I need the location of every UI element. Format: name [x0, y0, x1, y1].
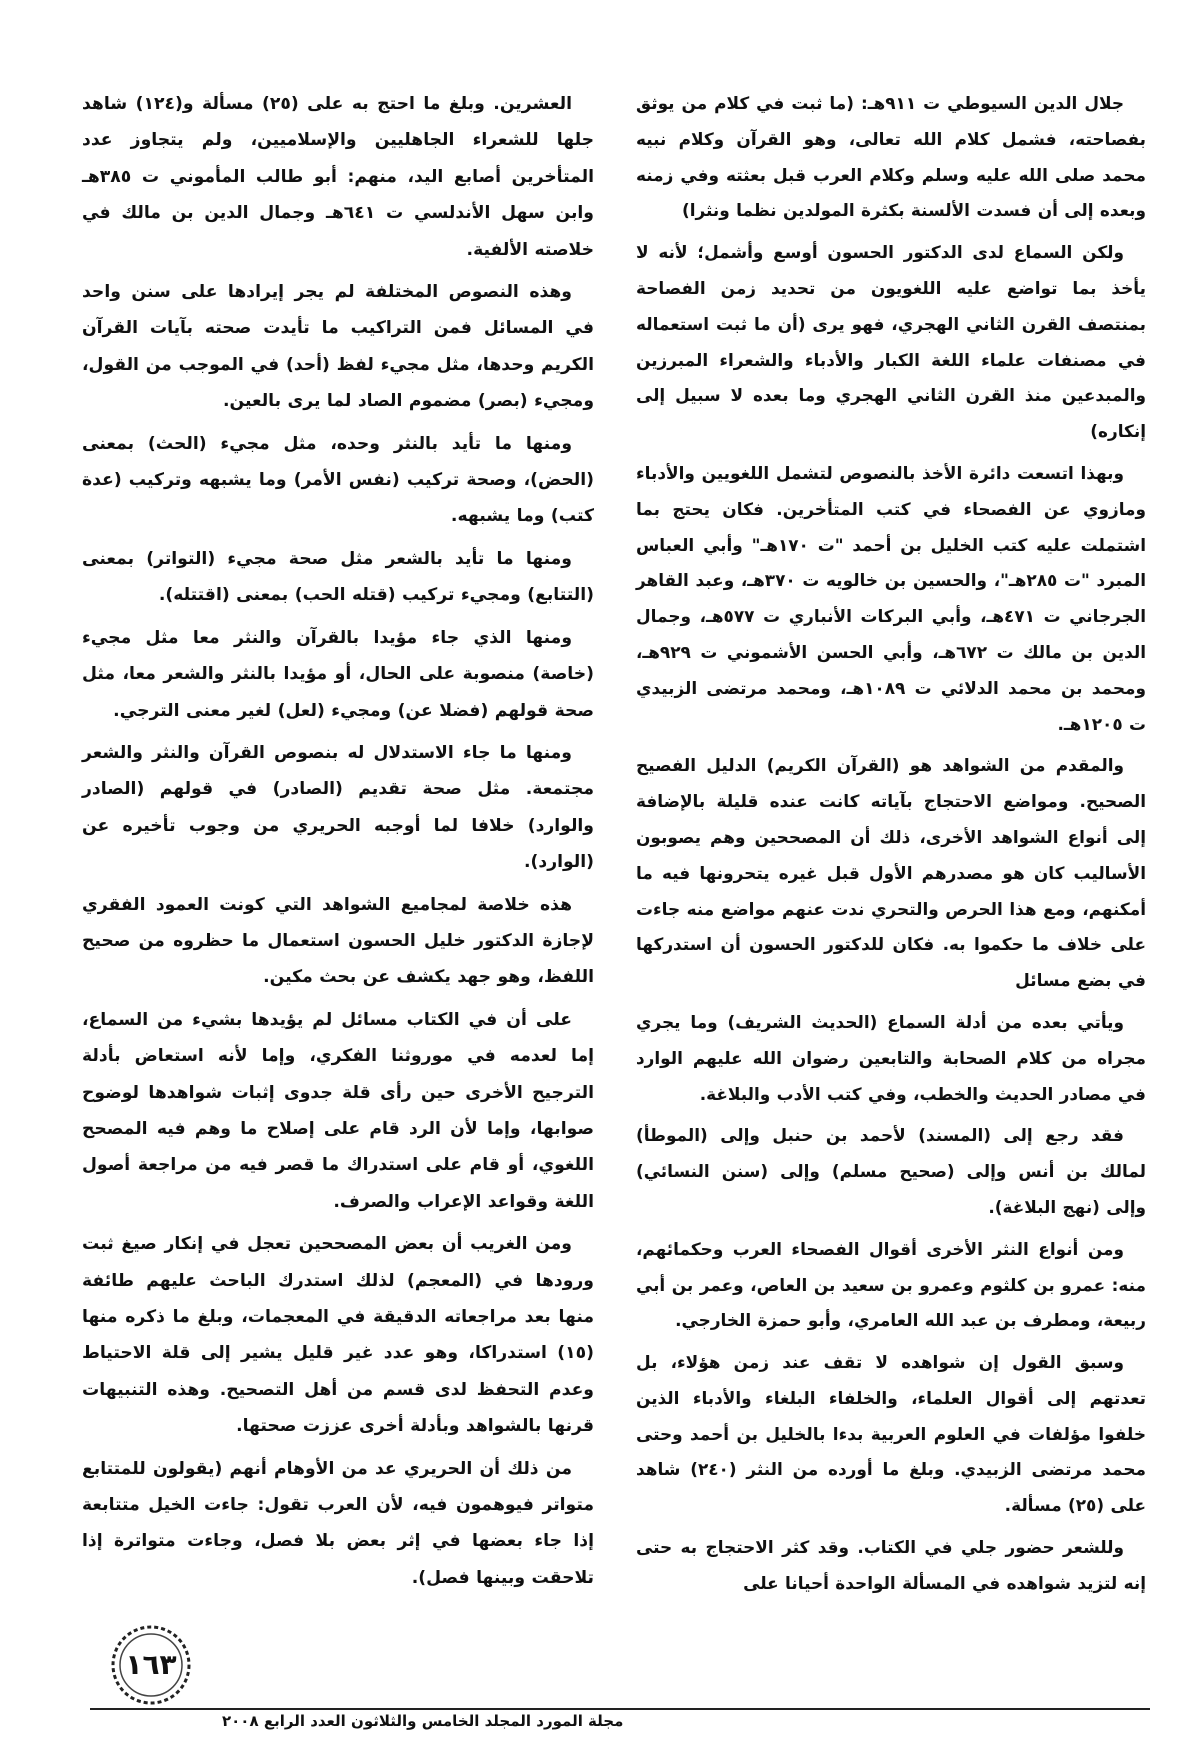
paragraph: هذه خلاصة لمجاميع الشواهد التي كونت العمود الفقري لإجازة الدكتور خليل الحسون استعمال ما حظروه من صحيح اللفظ، وهو جهد يكشف عن بحث مكين. [82, 894, 594, 988]
paragraph: ويأتي بعده من أدلة السماع (الحديث الشريف) وما يجري مجراه من كلام الصحابة والتابعين رضوان الله عليهم الوارد في مصادر الحديث والخطب، وفي كتب الأدب والبلاغة. [636, 1011, 1146, 1104]
paragraph: ومن أنواع النثر الأخرى أقوال الفصحاء العرب وحكمائهم، منه: عمرو بن كلثوم وعمرو بن سعيد بن العاص، وعمر بن أبي ربيعة، ومطرف بن عبد الله العامري، وأبو حمزة الخارجي. [636, 1238, 1146, 1331]
paragraph: ومن الغريب أن بعض المصححين تعجل في إنكار صيغ ثبت ورودها في (المعجم) لذلك استدرك الباحث عليهم طائفة منها بعد مراجعاته الدقيقة في المعجمات، وبلغ ما ذكره منها (١٥) استدراكا، وهو عدد غير قليل يشير إلى قلة الاحتياط وعدم التحفظ لدى قسم من أهل التصحيح. وهذه التنبيهات قرنها بالشواهد وبأدلة أخرى عززت صحتها. [82, 1234, 594, 1437]
paragraph: من ذلك أن الحريري عد من الأوهام أنهم (يقولون للمتتابع متواتر فيوهمون فيه، لأن العرب تقول: جاءت الخيل متتابعة إذا جاء بعضها في إثر بعض بلا فصل، وجاءت متواترة إذا تلاحقت وبينها فصل). [82, 1458, 594, 1588]
paragraph: ومنها ما جاء الاستدلال له بنصوص القرآن والنثر والشعر مجتمعة. مثل صحة تقديم (الصادر) في قولهم (الصادر والوارد) خلافا لما أوجبه الحريري من وجوب تأخيره عن (الوارد). [82, 742, 594, 873]
journal-footer: مجلة المورد المجلد الخامس والثلاثون العدد الرابع ٢٠٠٨ [222, 1712, 624, 1730]
paragraph: على أن في الكتاب مسائل لم يؤيدها بشيء من السماع، إما لعدمه في موروثنا الفكري، وإما لأنه استعاض بأدلة الترجيح الأخرى حين رأى قلة جدوى إثبات شواهدها لوضوح صوابها، وإما لأن الرد قام على إصلاح ما وهم فيه المصحح اللغوي، أو قام على استدراك ما قصر فيه من مراجعة أصول اللغة وقواعد الإعراب والصرف. [82, 1009, 594, 1212]
paragraph: العشرين. وبلغ ما احتج به على (٢٥) مسألة و(١٢٤) شاهد جلها للشعراء الجاهليين والإسلاميين، ولم يتجاوز عدد المتأخرين أصابع اليد، منهم: أبو طالب المأموني ت ٣٨٥هـ وابن سهل الأندلسي ت ٦٤١هـ وجمال الدين بن مالك في خلاصته الألفية. [82, 94, 594, 260]
paragraph: ولكن السماع لدى الدكتور الحسون أوسع وأشمل؛ لأنه لا يأخذ بما تواضع عليه اللغويون من تحديد زمن الفصاحة بمنتصف القرن الثاني الهجري، فهو يرى (أن ما ثبت استعماله في مصنفات علماء اللغة الكبار والأدباء والشعراء المبرزين والمبدعين منذ القرن الثاني الهجري وما بعده لا سبيل إلى إنكاره) [636, 242, 1146, 442]
paragraph: ومنها ما تأيد بالشعر مثل صحة مجيء (التواتر) بمعنى (التتابع) ومجيء تركيب (قتله الحب) بمعنى (اقتتله). [82, 548, 594, 606]
page-number-badge [108, 1622, 194, 1708]
paragraph: جلال الدين السيوطي ت ٩١١هـ: (ما ثبت في كلام من يوثق بفصاحته، فشمل كلام الله تعالى، وهو القرآن وكلام نبيه محمد صلى الله عليه وسلم وكلام العرب قبل بعثته وفي زمنه وبعده إلى أن فسدت الألسنة بكثرة المولدين نظما ونثرا) [636, 93, 1146, 221]
paragraph: ومنها ما تأيد بالنثر وحده، مثل مجيء (الحث) بمعنى (الحض)، وصحة تركيب (نفس الأمر) وما يشبهه وتركيب (عدة كتب) وما يشبهه. [82, 433, 594, 527]
right-column [636, 86, 1146, 1602]
paragraph: فقد رجع إلى (المسند) لأحمد بن حنبل وإلى (الموطأ) لمالك بن أنس وإلى (صحيح مسلم) وإلى (سنن النسائي) وإلى (نهج البلاغة). [636, 1125, 1146, 1217]
paragraph: وسبق القول إن شواهده لا تقف عند زمن هؤلاء، بل تعدتهم إلى أقوال العلماء، والخلفاء البلغاء والأدباء الذين خلفوا مؤلفات في العلوم العربية بدءا بالخليل بن أحمد وحتى محمد مرتضى الزبيدي. وبلغ ما أورده من النثر (٢٤٠) شاهد على (٢٥) مسألة. [636, 1352, 1146, 1516]
page-number: ١٦٣ [125, 1648, 177, 1681]
paragraph: والمقدم من الشواهد هو (القرآن الكريم) الدليل الفصيح الصحيح. ومواضع الاحتجاج بآياته كانت عنده قليلة بالإضافة إلى أنواع الشواهد الأخرى، ذلك أن المصححين وهم يصوبون الأساليب كان هو مصدرهم الأول قبل غيره يتحرونها فيه ما أمكنهم، ومع هذا الحرص والتحري ندت عنهم مواضع منه جاءت على خلاف ما حكموا به. فكان للدكتور الحسون أن استدركها في بضع مسائل [636, 755, 1146, 991]
paragraph: وهذه النصوص المختلفة لم يجر إيرادها على سنن واحد في المسائل فمن التراكيب ما تأيدت صحته بآيات القرآن الكريم وحدها، مثل مجيء لفظ (أحد) في الموجب من القول، ومجيء (بصر) مضموم الصاد لما يرى بالعين. [82, 282, 594, 412]
paragraph: وللشعر حضور جلي في الكتاب. وقد كثر الاحتجاج به حتى إنه لتزيد شواهده في المسألة الواحدة أحيانا على [636, 1537, 1146, 1593]
paragraph: ومنها الذي جاء مؤيدا بالقرآن والنثر معا مثل مجيء (خاصة) منصوبة على الحال، أو مؤيدا بالنثر والشعر معا، مثل صحة قولهم (فضلا عن) ومجيء (لعل) لغير معنى الترجي. [82, 627, 594, 721]
left-column [82, 86, 594, 1596]
footer-divider [90, 1708, 1150, 1710]
paragraph: وبهذا اتسعت دائرة الأخذ بالنصوص لتشمل اللغويين والأدباء ومازوي عن الفصحاء في كتب المتأخرين. فكان يحتج بما اشتملت عليه كتب الخليل بن أحمد "ت ١٧٠هـ" وأبي العباس المبرد "ت ٢٨٥هـ"، والحسين بن خالويه ت ٣٧٠هـ، وعبد القاهر الجرجاني ت ٤٧١هـ، وأبي البركات الأنباري ت ٥٧٧هـ، وجمال الدين بن مالك ت ٦٧٢هـ، وأبي الحسن الأشموني ت ٩٢٩هـ، ومحمد بن محمد الدلائي ت ١٠٨٩هـ، ومحمد مرتضى الزبيدي ت ١٢٠٥هـ. [636, 462, 1146, 734]
